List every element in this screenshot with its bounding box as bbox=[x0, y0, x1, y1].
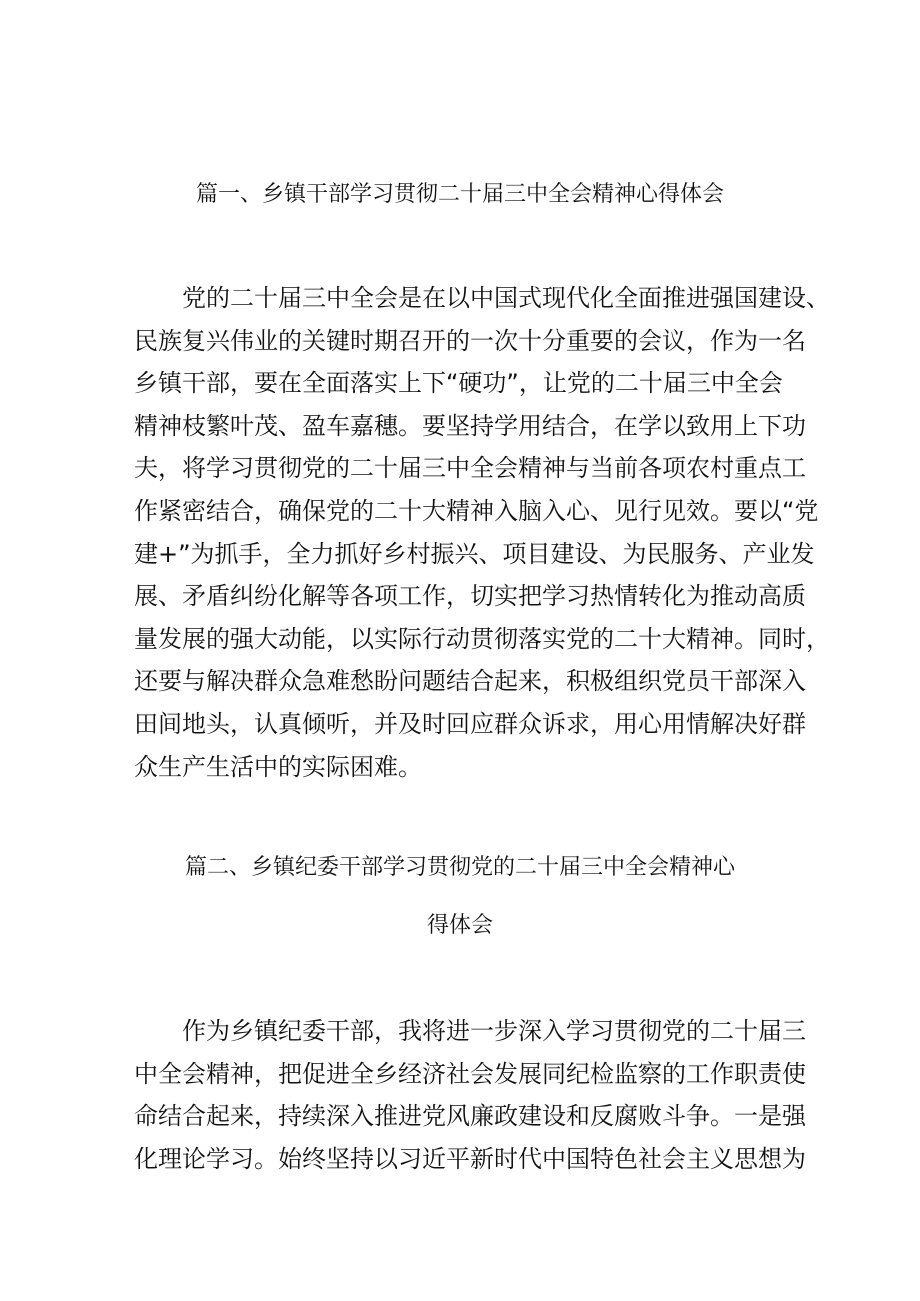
section2-title-line-1: 篇二、乡镇纪委干部学习贯彻党的二十届三中全会精神心 bbox=[184, 855, 735, 880]
section1-line-7: 建+”为抓手，全力抓好乡村振兴、项目建设、为民服务、产业发 bbox=[134, 539, 815, 568]
section2-line-2: 中全会精神，把促进全乡经济社会发展同纪检监察的工作职责使 bbox=[134, 1059, 806, 1088]
section1-line-2: 民族复兴伟业的关键时期召开的一次十分重要的会议，作为一名 bbox=[134, 326, 806, 355]
section1-line-6: 作紧密结合，确保党的二十大精神入脑入心、见行见效。要以“党 bbox=[134, 496, 819, 525]
section1-body bbox=[134, 277, 830, 788]
section2-line-3: 命结合起来，持续深入推进党风廉政建设和反腐败斗争。一是强 bbox=[134, 1102, 806, 1131]
section1-line-5: 夫，将学习贯彻党的二十届三中全会精神与当前各项农村重点工 bbox=[134, 454, 806, 483]
section2-line-4: 化理论学习。始终坚持以习近平新时代中国特色社会主义思想为 bbox=[134, 1144, 806, 1173]
section1-line-1: 党的二十届三中全会是在以中国式现代化全面推进强国建设、 bbox=[182, 284, 830, 312]
section2-line-1: 作为乡镇纪委干部，我将进一步深入学习贯彻党的二十届三 bbox=[182, 1017, 806, 1045]
section1-title: 篇一、乡镇干部学习贯彻二十届三中全会精神心得体会 bbox=[195, 182, 724, 207]
section1-line-10: 还要与解决群众急难愁盼问题结合起来，积极组织党员干部深入 bbox=[134, 667, 806, 696]
section1-line-3: 乡镇干部，要在全面落实上下“硬功”，让党的二十届三中全会 bbox=[134, 369, 783, 398]
section1-line-8: 展、矛盾纠纷化解等各项工作，切实把学习热情转化为推动高质 bbox=[134, 582, 806, 611]
section1-line-9: 量发展的强大动能，以实际行动贯彻落实党的二十大精神。同时， bbox=[134, 624, 830, 653]
section2-title-line-2: 得体会 bbox=[426, 913, 493, 938]
section1-line-12: 众生产生活中的实际困难。 bbox=[134, 752, 422, 781]
section1-line-11: 田间地头，认真倾听，并及时回应群众诉求，用心用情解决好群 bbox=[134, 709, 806, 738]
section1-line-4: 精神枝繁叶茂、盈车嘉穗。要坚持学用结合，在学以致用上下功 bbox=[134, 411, 806, 440]
section2-body bbox=[134, 1010, 804, 1180]
